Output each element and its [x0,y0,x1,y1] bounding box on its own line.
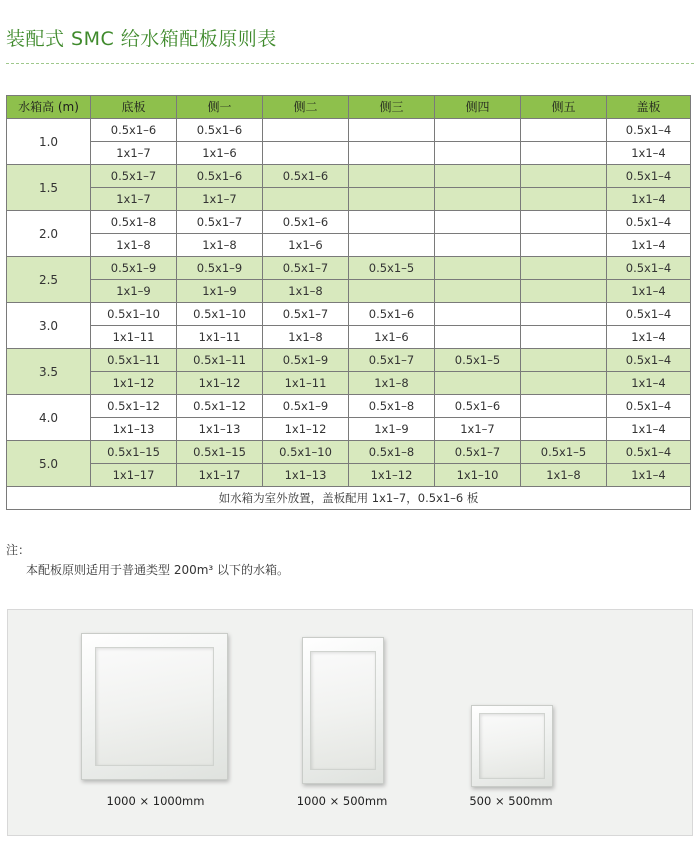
table-cell [521,372,607,395]
table-cell: 0.5x1–7 [435,441,521,464]
table-cell: 0.5x1–12 [91,395,177,418]
table-cell: 0.5x1–4 [607,395,691,418]
table-cell [349,119,435,142]
table-cell [349,142,435,165]
table-cell: 0.5x1–4 [607,257,691,280]
table-cell: 0.5x1–4 [607,303,691,326]
panel-gallery [7,609,693,836]
table-row [7,418,691,441]
table-cell: 1x1–11 [91,326,177,349]
table-cell: 0.5x1–12 [177,395,263,418]
table-cell: 0.5x1–6 [263,211,349,234]
table-cell [435,211,521,234]
table-cell: 0.5x1–6 [177,165,263,188]
table-row [7,119,691,142]
table-cell: 1x1–10 [435,464,521,487]
table-cell: 0.5x1–11 [177,349,263,372]
table-cell: 0.5x1–4 [607,349,691,372]
table-cell: 1x1–8 [521,464,607,487]
table-row [7,395,691,418]
table-cell: 1x1–9 [177,280,263,303]
table-cell [435,165,521,188]
table-cell: 1x1–13 [263,464,349,487]
table-footnote: 如水箱为室外放置，盖板配用 1x1–7，0.5x1–6 板 [7,487,691,510]
table-row [7,234,691,257]
table-cell: 1x1–7 [91,188,177,211]
tank-height-cell: 4.0 [7,395,91,441]
table-cell [263,188,349,211]
panel-caption-1000x500: 1000 × 500mm [296,794,388,808]
table-row [7,303,691,326]
table-cell [349,188,435,211]
panel-image-1000x1000 [81,633,228,780]
title-divider [6,63,694,64]
table-row [7,280,691,303]
table-row [7,464,691,487]
table-cell: 1x1–6 [349,326,435,349]
table-cell: 0.5x1–10 [263,441,349,464]
table-cell: 1x1–7 [91,142,177,165]
table-row [7,257,691,280]
note-text: 本配板原则适用于普通类型 200m³ 以下的水箱。 [26,563,290,577]
table-cell: 0.5x1–6 [263,165,349,188]
column-header: 底板 [91,96,177,119]
table-cell [521,165,607,188]
table-cell: 1x1–13 [177,418,263,441]
column-header: 侧一 [177,96,263,119]
tank-height-cell: 3.0 [7,303,91,349]
table-row [7,441,691,464]
table-cell: 0.5x1–5 [521,441,607,464]
table-row [7,188,691,211]
tank-height-cell: 5.0 [7,441,91,487]
table-cell: 0.5x1–4 [607,441,691,464]
table-cell [435,142,521,165]
table-row [7,211,691,234]
table-cell: 0.5x1–10 [91,303,177,326]
table-cell [349,234,435,257]
table-cell: 0.5x1–5 [349,257,435,280]
table-cell: 0.5x1–6 [349,303,435,326]
table-cell: 0.5x1–4 [607,165,691,188]
table-row [7,142,691,165]
panel-caption-500x500: 500 × 500mm [469,794,553,808]
table-row [7,326,691,349]
table-cell [435,257,521,280]
table-cell: 1x1–4 [607,280,691,303]
table-cell [435,188,521,211]
table-cell: 1x1–4 [607,234,691,257]
table-cell [521,188,607,211]
table-cell [349,280,435,303]
table-cell [521,280,607,303]
table-cell: 1x1–9 [349,418,435,441]
table-cell [521,234,607,257]
table-cell: 1x1–4 [607,188,691,211]
table-cell [521,257,607,280]
table-cell [349,165,435,188]
page-title: 装配式 SMC 给水箱配板原则表 [6,28,277,50]
tank-height-cell: 3.5 [7,349,91,395]
column-header: 水箱高 (m) [7,96,91,119]
panel-caption-1000x1000: 1000 × 1000mm [106,794,205,808]
table-cell: 0.5x1–6 [435,395,521,418]
table-cell [521,418,607,441]
tank-height-cell: 1.5 [7,165,91,211]
table-cell [521,211,607,234]
table-cell: 1x1–8 [263,280,349,303]
table-row [7,372,691,395]
table-cell: 1x1–13 [91,418,177,441]
table-cell [435,326,521,349]
table-cell: 0.5x1–15 [91,441,177,464]
table-cell: 0.5x1–9 [177,257,263,280]
panel-image-1000x500 [302,637,384,784]
table-cell [521,142,607,165]
table-cell [263,142,349,165]
table-cell: 1x1–11 [263,372,349,395]
panel-spec-table [6,95,691,510]
table-cell: 0.5x1–7 [263,257,349,280]
column-header: 侧二 [263,96,349,119]
table-cell: 0.5x1–5 [435,349,521,372]
table-cell: 0.5x1–8 [349,441,435,464]
table-cell [521,119,607,142]
table-cell [521,395,607,418]
tank-height-cell: 1.0 [7,119,91,165]
table-cell: 0.5x1–7 [349,349,435,372]
table-cell [435,119,521,142]
column-header: 侧四 [435,96,521,119]
table-cell [521,349,607,372]
note-label: 注： [6,543,31,557]
table-cell: 0.5x1–4 [607,119,691,142]
table-cell: 1x1–17 [91,464,177,487]
table-cell [521,303,607,326]
table-cell: 1x1–8 [177,234,263,257]
table-cell: 1x1–4 [607,142,691,165]
table-cell: 1x1–6 [177,142,263,165]
table-cell: 0.5x1–4 [607,211,691,234]
column-header: 盖板 [607,96,691,119]
table-cell: 1x1–8 [263,326,349,349]
table-cell: 1x1–4 [607,372,691,395]
table-row [7,165,691,188]
table-cell: 1x1–4 [607,418,691,441]
column-header: 侧三 [349,96,435,119]
table-cell: 0.5x1–6 [177,119,263,142]
table-cell: 0.5x1–7 [91,165,177,188]
table-cell: 1x1–8 [91,234,177,257]
tank-height-cell: 2.5 [7,257,91,303]
tank-height-cell: 2.0 [7,211,91,257]
table-cell [521,326,607,349]
table-cell: 0.5x1–10 [177,303,263,326]
table-cell: 0.5x1–9 [263,349,349,372]
table-cell: 0.5x1–11 [91,349,177,372]
table-cell: 0.5x1–15 [177,441,263,464]
table-footnote-row [7,487,691,510]
table-cell: 1x1–4 [607,464,691,487]
table-cell: 1x1–4 [607,326,691,349]
table-row [7,349,691,372]
table-cell: 0.5x1–9 [263,395,349,418]
table-cell: 1x1–7 [177,188,263,211]
table-cell: 0.5x1–9 [91,257,177,280]
table-cell: 0.5x1–6 [91,119,177,142]
table-cell: 0.5x1–8 [91,211,177,234]
table-cell [435,303,521,326]
table-cell [263,119,349,142]
table-cell: 1x1–17 [177,464,263,487]
table-cell: 1x1–12 [263,418,349,441]
column-header: 侧五 [521,96,607,119]
table-cell: 1x1–9 [91,280,177,303]
table-cell [435,372,521,395]
table-header-row [7,96,691,119]
table-cell: 1x1–8 [349,372,435,395]
panel-image-500x500 [471,705,553,787]
table-cell [349,211,435,234]
table-cell [435,234,521,257]
table-cell: 1x1–12 [91,372,177,395]
table-cell: 1x1–12 [177,372,263,395]
table-cell: 0.5x1–7 [263,303,349,326]
table-cell: 1x1–6 [263,234,349,257]
table-cell: 1x1–7 [435,418,521,441]
table-cell [435,280,521,303]
table-cell: 1x1–11 [177,326,263,349]
table-cell: 0.5x1–7 [177,211,263,234]
table-cell: 1x1–12 [349,464,435,487]
table-cell: 0.5x1–8 [349,395,435,418]
